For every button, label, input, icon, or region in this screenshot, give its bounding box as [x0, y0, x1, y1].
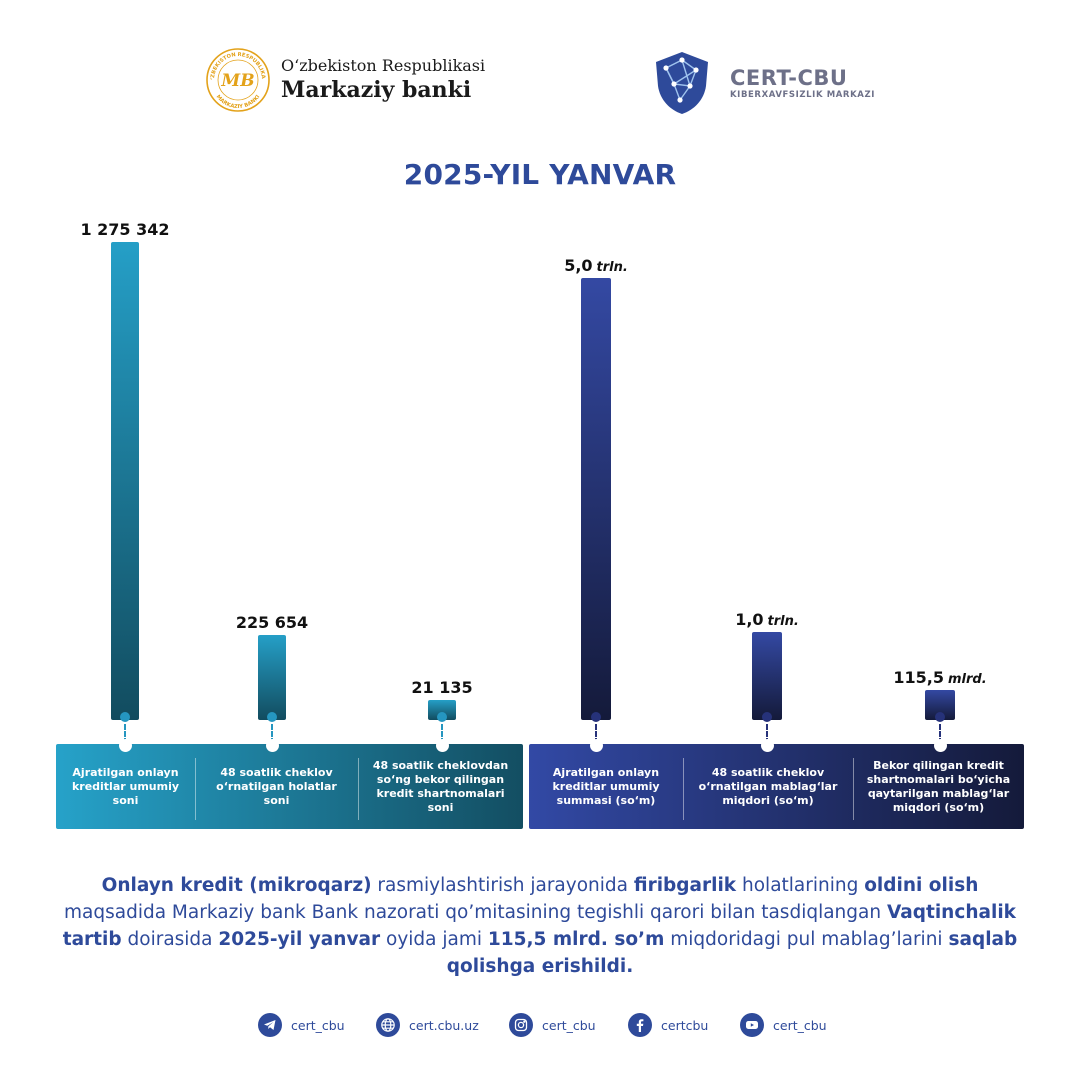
panel-divider — [853, 758, 854, 820]
social-label: cert.cbu.uz — [409, 1017, 479, 1033]
category-label: Bekor qilingan kredit shartnomalari bo‘yicha qaytarilgan mablag‘lar miqdori (so‘m) — [866, 758, 1011, 814]
bar-value-label — [840, 668, 1040, 687]
description-paragraph — [60, 872, 1020, 980]
desc-bold: firibgarlik — [633, 875, 737, 896]
desc-bold: Vaqtinchalik tartib — [62, 902, 1016, 950]
bar-value-label — [496, 256, 696, 275]
emblem-ring-bottom-text: MARKAZIY BANKI — [214, 93, 262, 111]
panel-divider — [195, 758, 196, 820]
bar-value-unit: mlrd. — [947, 672, 987, 687]
social-instagram[interactable] — [509, 1013, 596, 1037]
desc-text: maqsadida Markaziy bank Bank nazorati qo’mitasining tegishli qarori bilan tasdiqlangan — [64, 902, 887, 923]
social-website[interactable] — [376, 1013, 479, 1037]
social-label: cert_cbu — [291, 1017, 345, 1033]
bar-value-number: 1 275 342 — [80, 220, 170, 239]
panel-divider — [683, 758, 684, 820]
bar-value-number: 225 654 — [235, 613, 309, 632]
desc-bold: saqlab qolishga erishildi. — [446, 929, 1018, 977]
desc-bold: 115,5 mlrd. so’m — [487, 929, 665, 950]
cert-shield-icon — [652, 50, 712, 116]
connector-dot — [437, 712, 447, 722]
bar-value-label — [172, 613, 372, 632]
desc-text: oyida jami — [380, 929, 488, 950]
social-facebook[interactable] — [628, 1013, 708, 1037]
category-label: Ajratilgan onlayn kreditlar umumiy summasi (so‘m) — [552, 765, 660, 807]
desc-text: miqdoridagi pul mablag’larini — [664, 929, 949, 950]
desc-text: holatlarining — [736, 875, 865, 896]
connector-dot — [935, 712, 945, 722]
bar — [111, 242, 139, 720]
social-telegram[interactable] — [258, 1013, 345, 1037]
emblem-ring-top-text: ‘ZBEKISTON RESPUBLIKA — [209, 51, 267, 81]
connector-dot — [591, 712, 601, 722]
social-label: cert_cbu — [542, 1017, 596, 1033]
connector-dot — [267, 712, 277, 722]
cbu-name — [281, 56, 485, 104]
bar-value-unit: trln. — [596, 260, 628, 275]
bar-value-label — [25, 220, 225, 239]
bar-value-unit: trln. — [767, 614, 799, 629]
category-label: Ajratilgan onlayn kreditlar umumiy soni — [71, 765, 180, 807]
desc-text: rasmiylashtirish jarayonida — [371, 875, 634, 896]
panel-divider — [358, 758, 359, 820]
social-label: certcbu — [661, 1017, 709, 1033]
bar-value-label — [342, 678, 542, 697]
facebook-icon — [628, 1013, 652, 1037]
instagram-icon — [509, 1013, 533, 1037]
desc-text: doirasida — [121, 929, 219, 950]
bar-value-number: 1,0 — [735, 610, 764, 629]
category-label: 48 soatlik cheklov o‘rnatilgan holatlar soni — [216, 765, 337, 807]
telegram-icon — [258, 1013, 282, 1037]
svg-text:MARKAZIY BANKI — [215, 94, 262, 110]
bar — [752, 632, 782, 720]
bar — [581, 278, 611, 720]
desc-bold: oldini olish — [864, 875, 979, 896]
emblem-monogram: MB — [221, 71, 255, 91]
bar-value-number: 115,5 — [893, 668, 944, 687]
social-label: cert_cbu — [773, 1017, 827, 1033]
youtube-icon — [740, 1013, 764, 1037]
bar-value-number: 21 135 — [411, 678, 473, 697]
bar-value-number: 5,0 — [564, 256, 593, 275]
social-youtube[interactable] — [740, 1013, 827, 1037]
globe-icon — [376, 1013, 400, 1037]
desc-bold: Onlayn kredit (mikroqarz) — [101, 875, 372, 896]
category-label: 48 soatlik cheklov o‘rnatilgan mablag‘lar miqdori (so‘m) — [698, 765, 838, 807]
desc-bold: 2025-yil yanvar — [218, 929, 381, 950]
cert-name-title: CERT-CBU — [730, 66, 848, 90]
connector-dot — [762, 712, 772, 722]
bar — [258, 635, 286, 720]
bar-value-label — [667, 610, 867, 629]
cbu-name-line2: Markaziy banki — [281, 77, 472, 103]
cert-name-subtitle: KIBERXAVFSIZLIK MARKAZI — [730, 90, 875, 100]
category-label: 48 soatlik cheklovdan so‘ng bekor qilingan kredit shartnomalari soni — [372, 758, 509, 814]
connector-dot — [120, 712, 130, 722]
page-title: 2025-YIL YANVAR — [403, 158, 677, 191]
cbu-name-line1: O‘zbekiston Respublikasi — [281, 56, 486, 75]
cbu-emblem — [204, 46, 272, 114]
cert-name — [730, 66, 875, 100]
